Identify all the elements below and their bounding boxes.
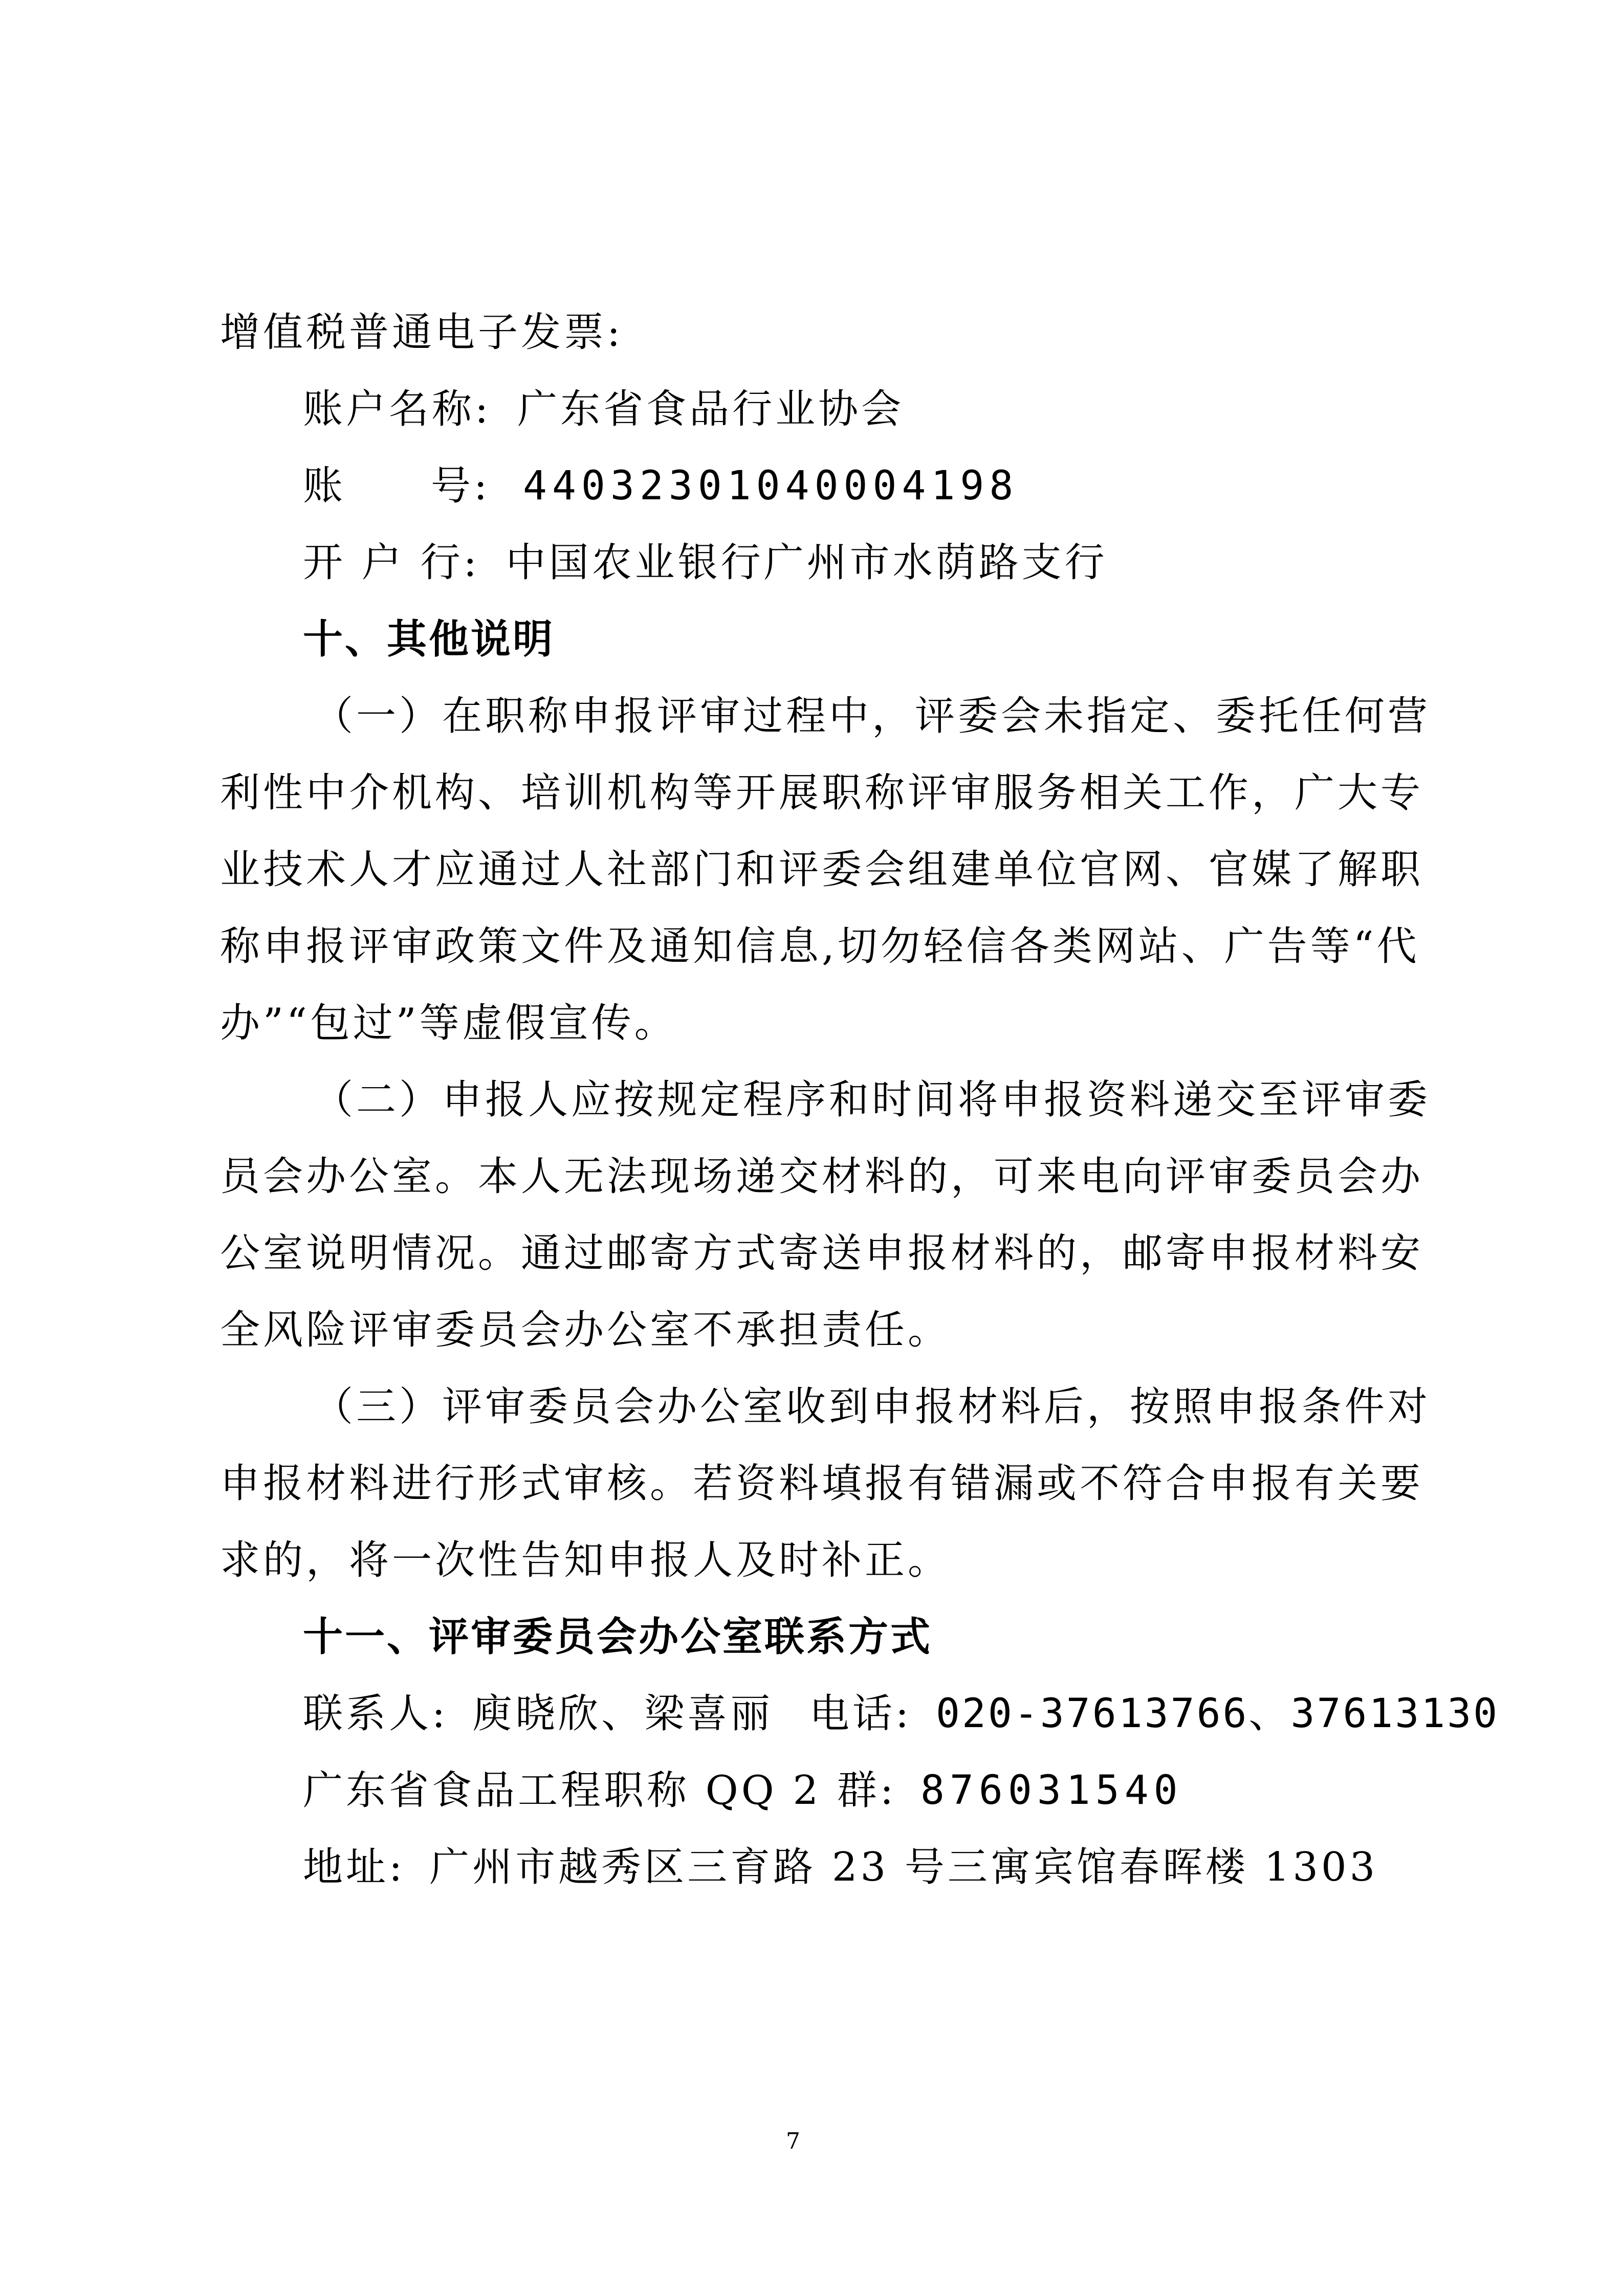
- section10-para2-line3: 公室说明情况。通过邮寄方式寄送申报材料的，邮寄申报材料安: [220, 1230, 1424, 1276]
- account-name-row: [303, 384, 904, 435]
- account-number-value: 44032301040004198: [523, 463, 1019, 509]
- section11-title: 十一、评审委员会办公室联系方式: [303, 1614, 933, 1660]
- account-number-row: [303, 460, 1018, 512]
- bank-row: [303, 537, 1108, 588]
- account-name-value: 广东省食品行业协会: [517, 386, 905, 432]
- section10-para1-line1: （一）在职称申报评审过程中，评委会未指定、委托任何营: [313, 693, 1431, 739]
- page-number: 7: [786, 2128, 800, 2154]
- account-number-label: [303, 460, 523, 512]
- qq-row: [303, 1765, 1183, 1816]
- phone-label: 电话:: [809, 1691, 912, 1737]
- section10-para1-line5: 办”“包过”等虚假宣传。: [220, 1000, 677, 1046]
- contacts-value: 庾晓欣、梁喜丽: [472, 1691, 774, 1737]
- section10-para2-line2: 员会办公室。本人无法现场递交材料的，可来电向评审委员会办: [220, 1154, 1424, 1200]
- qq-value: 876031540: [920, 1768, 1183, 1814]
- section10-title: 十、其他说明: [303, 616, 555, 663]
- address-value: 广州市越秀区三育路 23 号三寓宾馆春晖楼 1303: [429, 1844, 1378, 1890]
- section10-para3-line1: （三）评审委员会办公室收到申报材料后，按照申报条件对: [313, 1384, 1431, 1430]
- account-name-label: 账户名称:: [303, 386, 492, 432]
- section10-para3-line2: 申报材料进行形式审核。若资料填报有错漏或不符合申报有关要: [220, 1461, 1424, 1507]
- section10-para1-line2: 利性中介机构、培训机构等开展职称评审服务相关工作，广大专: [220, 770, 1424, 816]
- address-label: 地址:: [303, 1844, 406, 1890]
- account-number-label-part1: 账: [303, 463, 346, 509]
- account-number-label-part2: 号:: [431, 463, 491, 509]
- contacts-label: 联系人:: [303, 1691, 449, 1737]
- bank-value: 中国农业银行广州市水荫路支行: [506, 540, 1108, 586]
- bank-label: 开 户 行:: [303, 540, 480, 586]
- phone-value: 020-37613766、37613130: [935, 1691, 1500, 1737]
- section10-para1-line4: 称申报评审政策文件及通知信息,切勿轻信各类网站、广告等“代: [220, 923, 1420, 969]
- contact-row: [303, 1688, 1499, 1739]
- section10-para2-line1: （二）申报人应按规定程序和时间将申报资料递交至评审委: [313, 1077, 1431, 1123]
- section10-para3-line3: 求的，将一次性告知申报人及时补正。: [220, 1537, 951, 1583]
- invoice-heading: 增值税普通电子发票:: [220, 310, 624, 356]
- qq-label: 广东省食品工程职称 QQ 2 群:: [303, 1768, 897, 1814]
- section10-para2-line4: 全风险评审委员会办公室不承担责任。: [220, 1307, 951, 1353]
- address-row: [303, 1842, 1378, 1893]
- section10-para1-line3: 业技术人才应通过人社部门和评委会组建单位官网、官媒了解职: [220, 847, 1424, 893]
